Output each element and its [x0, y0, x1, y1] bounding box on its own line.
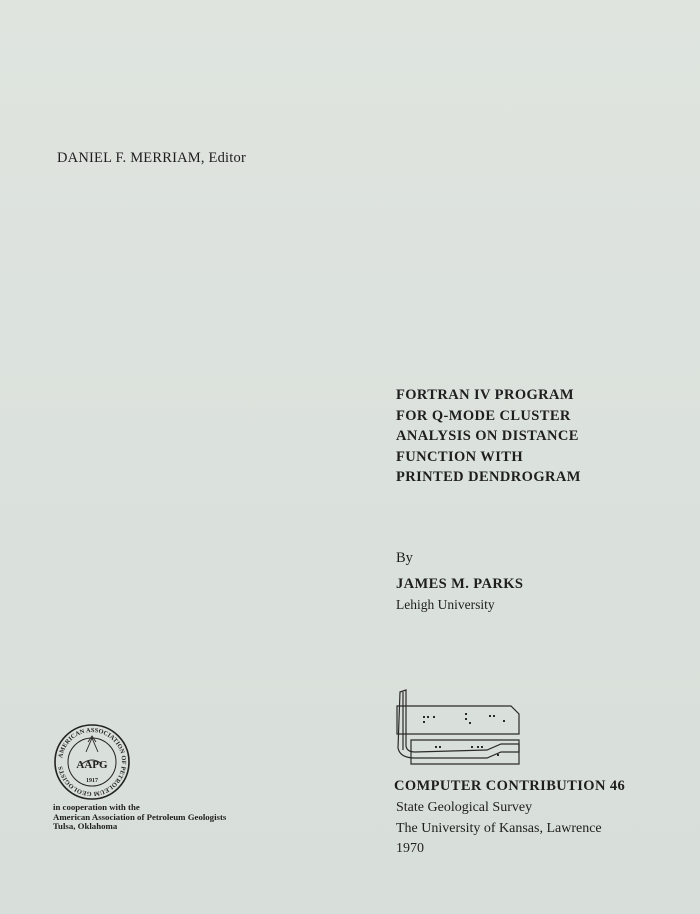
- series-emblem-icon: [393, 688, 523, 770]
- coop-line: Tulsa, Oklahoma: [53, 821, 118, 831]
- seal-year: 1917: [86, 778, 98, 784]
- editor-credit: DANIEL F. MERRIAM, Editor: [57, 150, 246, 166]
- title-line: ANALYSIS ON DISTANCE: [396, 428, 579, 444]
- cooperation-note: [53, 803, 226, 832]
- publication-year: 1970: [396, 841, 424, 856]
- coop-line: in cooperation with the: [53, 802, 140, 812]
- document-title: [396, 385, 581, 488]
- seal-ring-text: AMERICAN ASSOCIATION OF PETROLEUM GEOLOGISTS: [57, 726, 128, 798]
- aapg-seal-icon: [52, 722, 132, 802]
- title-line: PRINTED DENDROGRAM: [396, 469, 581, 485]
- coop-line: American Association of Petroleum Geologists: [53, 811, 227, 822]
- author-affiliation: Lehigh University: [396, 597, 495, 612]
- series-number: COMPUTER CONTRIBUTION 46: [394, 778, 626, 794]
- title-line: FOR Q-MODE CLUSTER: [396, 407, 571, 424]
- byline-label: By: [396, 550, 413, 566]
- publisher-line: State Geological Survey: [396, 800, 533, 815]
- publisher-block: [396, 798, 602, 860]
- title-line: FORTRAN IV PROGRAM: [396, 387, 574, 403]
- publisher-line: The University of Kansas, Lawrence: [396, 820, 602, 836]
- author-name: JAMES M. PARKS: [396, 576, 524, 592]
- title-line: FUNCTION WITH: [396, 448, 523, 465]
- seal-initials: AAPG: [76, 759, 108, 771]
